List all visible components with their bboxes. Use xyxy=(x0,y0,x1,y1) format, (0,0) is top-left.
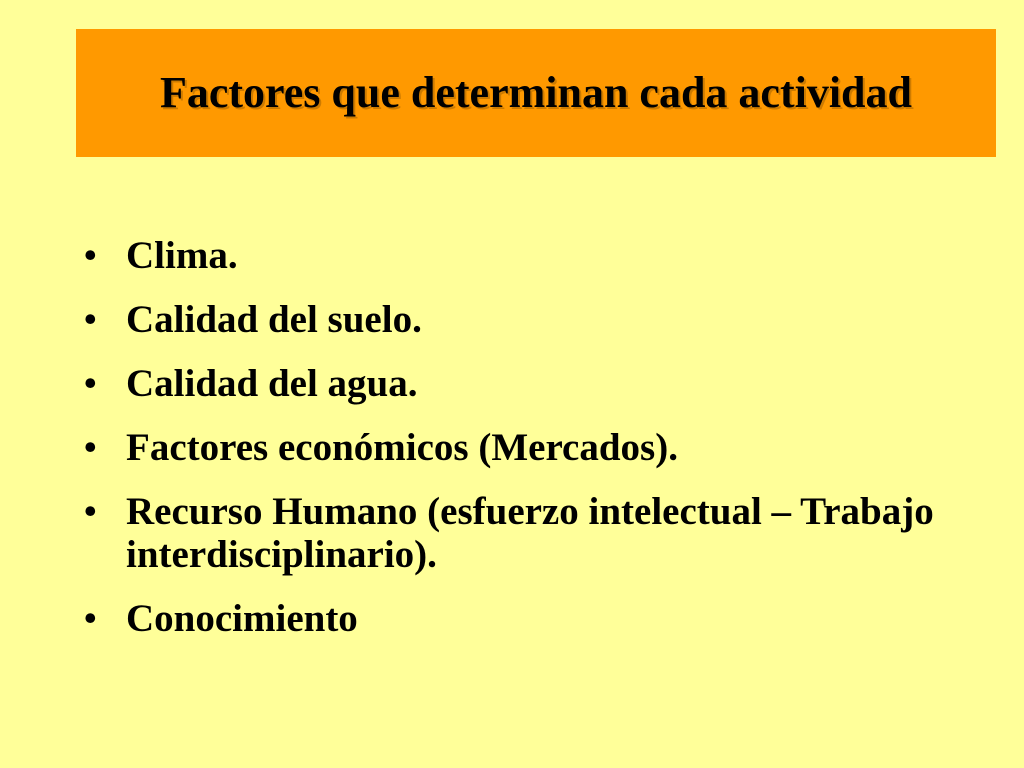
bullet-item-factores-economicos xyxy=(84,426,964,469)
bullet-item-conocimiento xyxy=(84,597,964,640)
title-banner xyxy=(76,29,996,157)
bullet-item-recurso-humano xyxy=(84,490,964,576)
bullet-dot-icon: • xyxy=(84,427,97,467)
bullet-text: Clima. xyxy=(126,234,238,277)
bullet-item-clima xyxy=(84,234,964,277)
slide-title: Factores que determinan cada actividad xyxy=(159,68,913,117)
bullet-list xyxy=(84,234,964,661)
bullet-text: Calidad del suelo. xyxy=(126,298,422,341)
bullet-text: Calidad del agua. xyxy=(126,362,418,405)
bullet-item-calidad-agua xyxy=(84,362,964,405)
bullet-dot-icon: • xyxy=(84,363,97,403)
bullet-dot-icon: • xyxy=(84,235,97,275)
bullet-dot-icon: • xyxy=(84,299,97,339)
bullet-text: Factores económicos (Mercados). xyxy=(126,426,678,469)
bullet-text: Conocimiento xyxy=(126,597,358,640)
bullet-text: Recurso Humano (esfuerzo intelectual – Trabajo interdisciplinario). xyxy=(126,490,934,576)
bullet-dot-icon: • xyxy=(84,491,97,531)
bullet-item-calidad-suelo xyxy=(84,298,964,341)
bullet-dot-icon: • xyxy=(84,598,97,638)
